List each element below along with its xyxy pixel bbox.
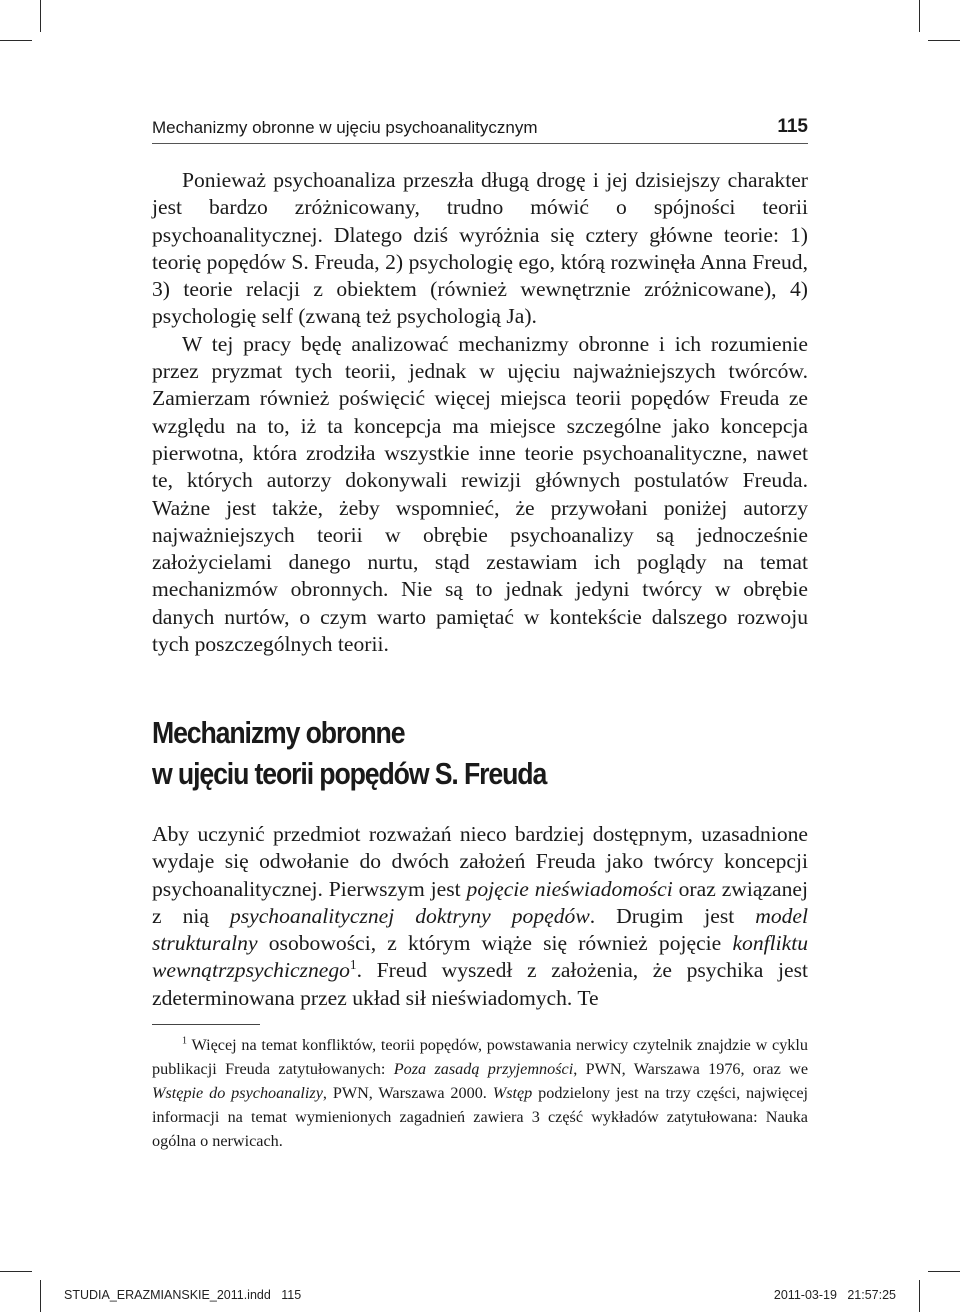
footnote-reference: 1 <box>349 957 357 973</box>
crop-mark <box>40 1280 41 1312</box>
crop-mark <box>0 1271 32 1272</box>
section-heading-line: Mechanizmy obronne <box>152 715 405 750</box>
paragraph: Ponieważ psychoanaliza przeszła długą drogę i jej dzisiejszy charakter jest bardzo zróżnicowany, trudno mówić o spójności teorii psychoanalitycznej. Dlatego dziś wyróżnia się cztery główne teorie: 1) teorię popędów S. Freuda, 2) psychologię ego, którą rozwinęła Anna Freud, 3) teorie relacji z obiektem (również wewnętrznie zróżnicowane), 4) psychologię self (zwaną też psychologią Ja). <box>152 168 808 329</box>
crop-mark <box>0 40 32 41</box>
crop-mark <box>40 0 41 32</box>
crop-mark <box>919 0 920 32</box>
emphasis: konfliktu wewnątrzpsychicznego <box>152 931 808 983</box>
footnote <box>152 1033 808 1153</box>
intro-text <box>152 167 808 658</box>
emphasis: Poza zasadą przyjemności <box>393 1060 574 1078</box>
page-number: 115 <box>777 116 808 137</box>
footnote-marker: 1 <box>182 1035 188 1047</box>
header-rule <box>152 143 808 144</box>
emphasis: psychoanalitycznej doktryny popędów <box>229 903 590 928</box>
slug-timestamp: 2011-03-19 21:57:25 <box>773 1288 896 1302</box>
crop-mark <box>928 1271 960 1272</box>
emphasis: pojęcie nieświadomości <box>466 876 673 901</box>
section-text <box>152 821 808 1012</box>
footnote-rule <box>152 1024 260 1025</box>
emphasis: Wstęp <box>492 1084 533 1102</box>
paragraph: W tej pracy będę analizować mechanizmy obronne i ich rozumienie przez pryzmat tych teorii, jednak w ujęciu najważniejszych twórców. Zamierzam również poświęcić więcej miejsca teorii popędów Freuda ze względu na to, iż ta koncepcja ma miejsce szczególne jako koncepcja pierwotna, która zrodziła wszystkie inne teorie psychoanalityczne, nawet te, których autorzy dokonywali rewizji głównych postulatów Freuda. Ważne jest także, żeby wspomnieć, że przywołani poniżej autorzy najważniejszych teorii w obrębie psychoanalizy są jednocześnie założycielami danego nurtu, stąd zestawiam ich poglądy na temat mechanizmów obronnych. Nie są to jednak jedyni twórcy w obrębie danych nurtów, o czym warto pamiętać w kontekście dalszego rozwoju tych poszczególnych teorii. <box>152 331 808 657</box>
emphasis: model strukturalny <box>152 903 808 956</box>
emphasis: Wstępie do psychoanalizy <box>152 1084 323 1102</box>
crop-mark <box>919 1280 920 1312</box>
section-heading <box>152 712 716 794</box>
paragraph: Aby uczynić przedmiot rozważań nieco bardziej dostępnym, uzasadnione wydaje się odwołanie do dwóch założeń Freuda jako twórcy koncepcji psychoanalitycznej. Pierwszym jest pojęcie nieświadomości oraz związanej z nią psychoanalitycznej doktryny popędów. Drugim jest model strukturalny osobowości, z którym wiąże się również pojęcie konfliktu wewnątrzpsychicznego$^1$. Freud wyszedł z założenia, że psychika jest zdeterminowana przez układ sił nieświadomych. Te <box>152 822 808 1010</box>
running-header <box>152 116 808 142</box>
section-heading-line: w ujęciu teorii popędów S. Freuda <box>152 756 547 791</box>
slug-filename: STUDIA_ERAZMIANSKIE_2011.indd 115 <box>64 1288 302 1302</box>
running-title: Mechanizmy obronne w ujęciu psychoanalitycznym <box>152 118 538 137</box>
crop-mark <box>928 40 960 41</box>
footnote-text: $^1$ Więcej na temat konfliktów, teorii popędów, powstawania nerwicy czytelnik znajdzie w cyklu publikacji Freuda zatytułowanych: Poza zasadą przyjemności, PWN, Warszawa 1976, oraz we Wstępie do psychoanalizy, PWN, Warszawa 2000. Wstęp podzielony jest na trzy części, najwięcej informacji na temat wymienionych zagadnień zawiera 3 część wykładów zatytułowana: Nauka ogólna o nerwicach. <box>152 1035 809 1150</box>
